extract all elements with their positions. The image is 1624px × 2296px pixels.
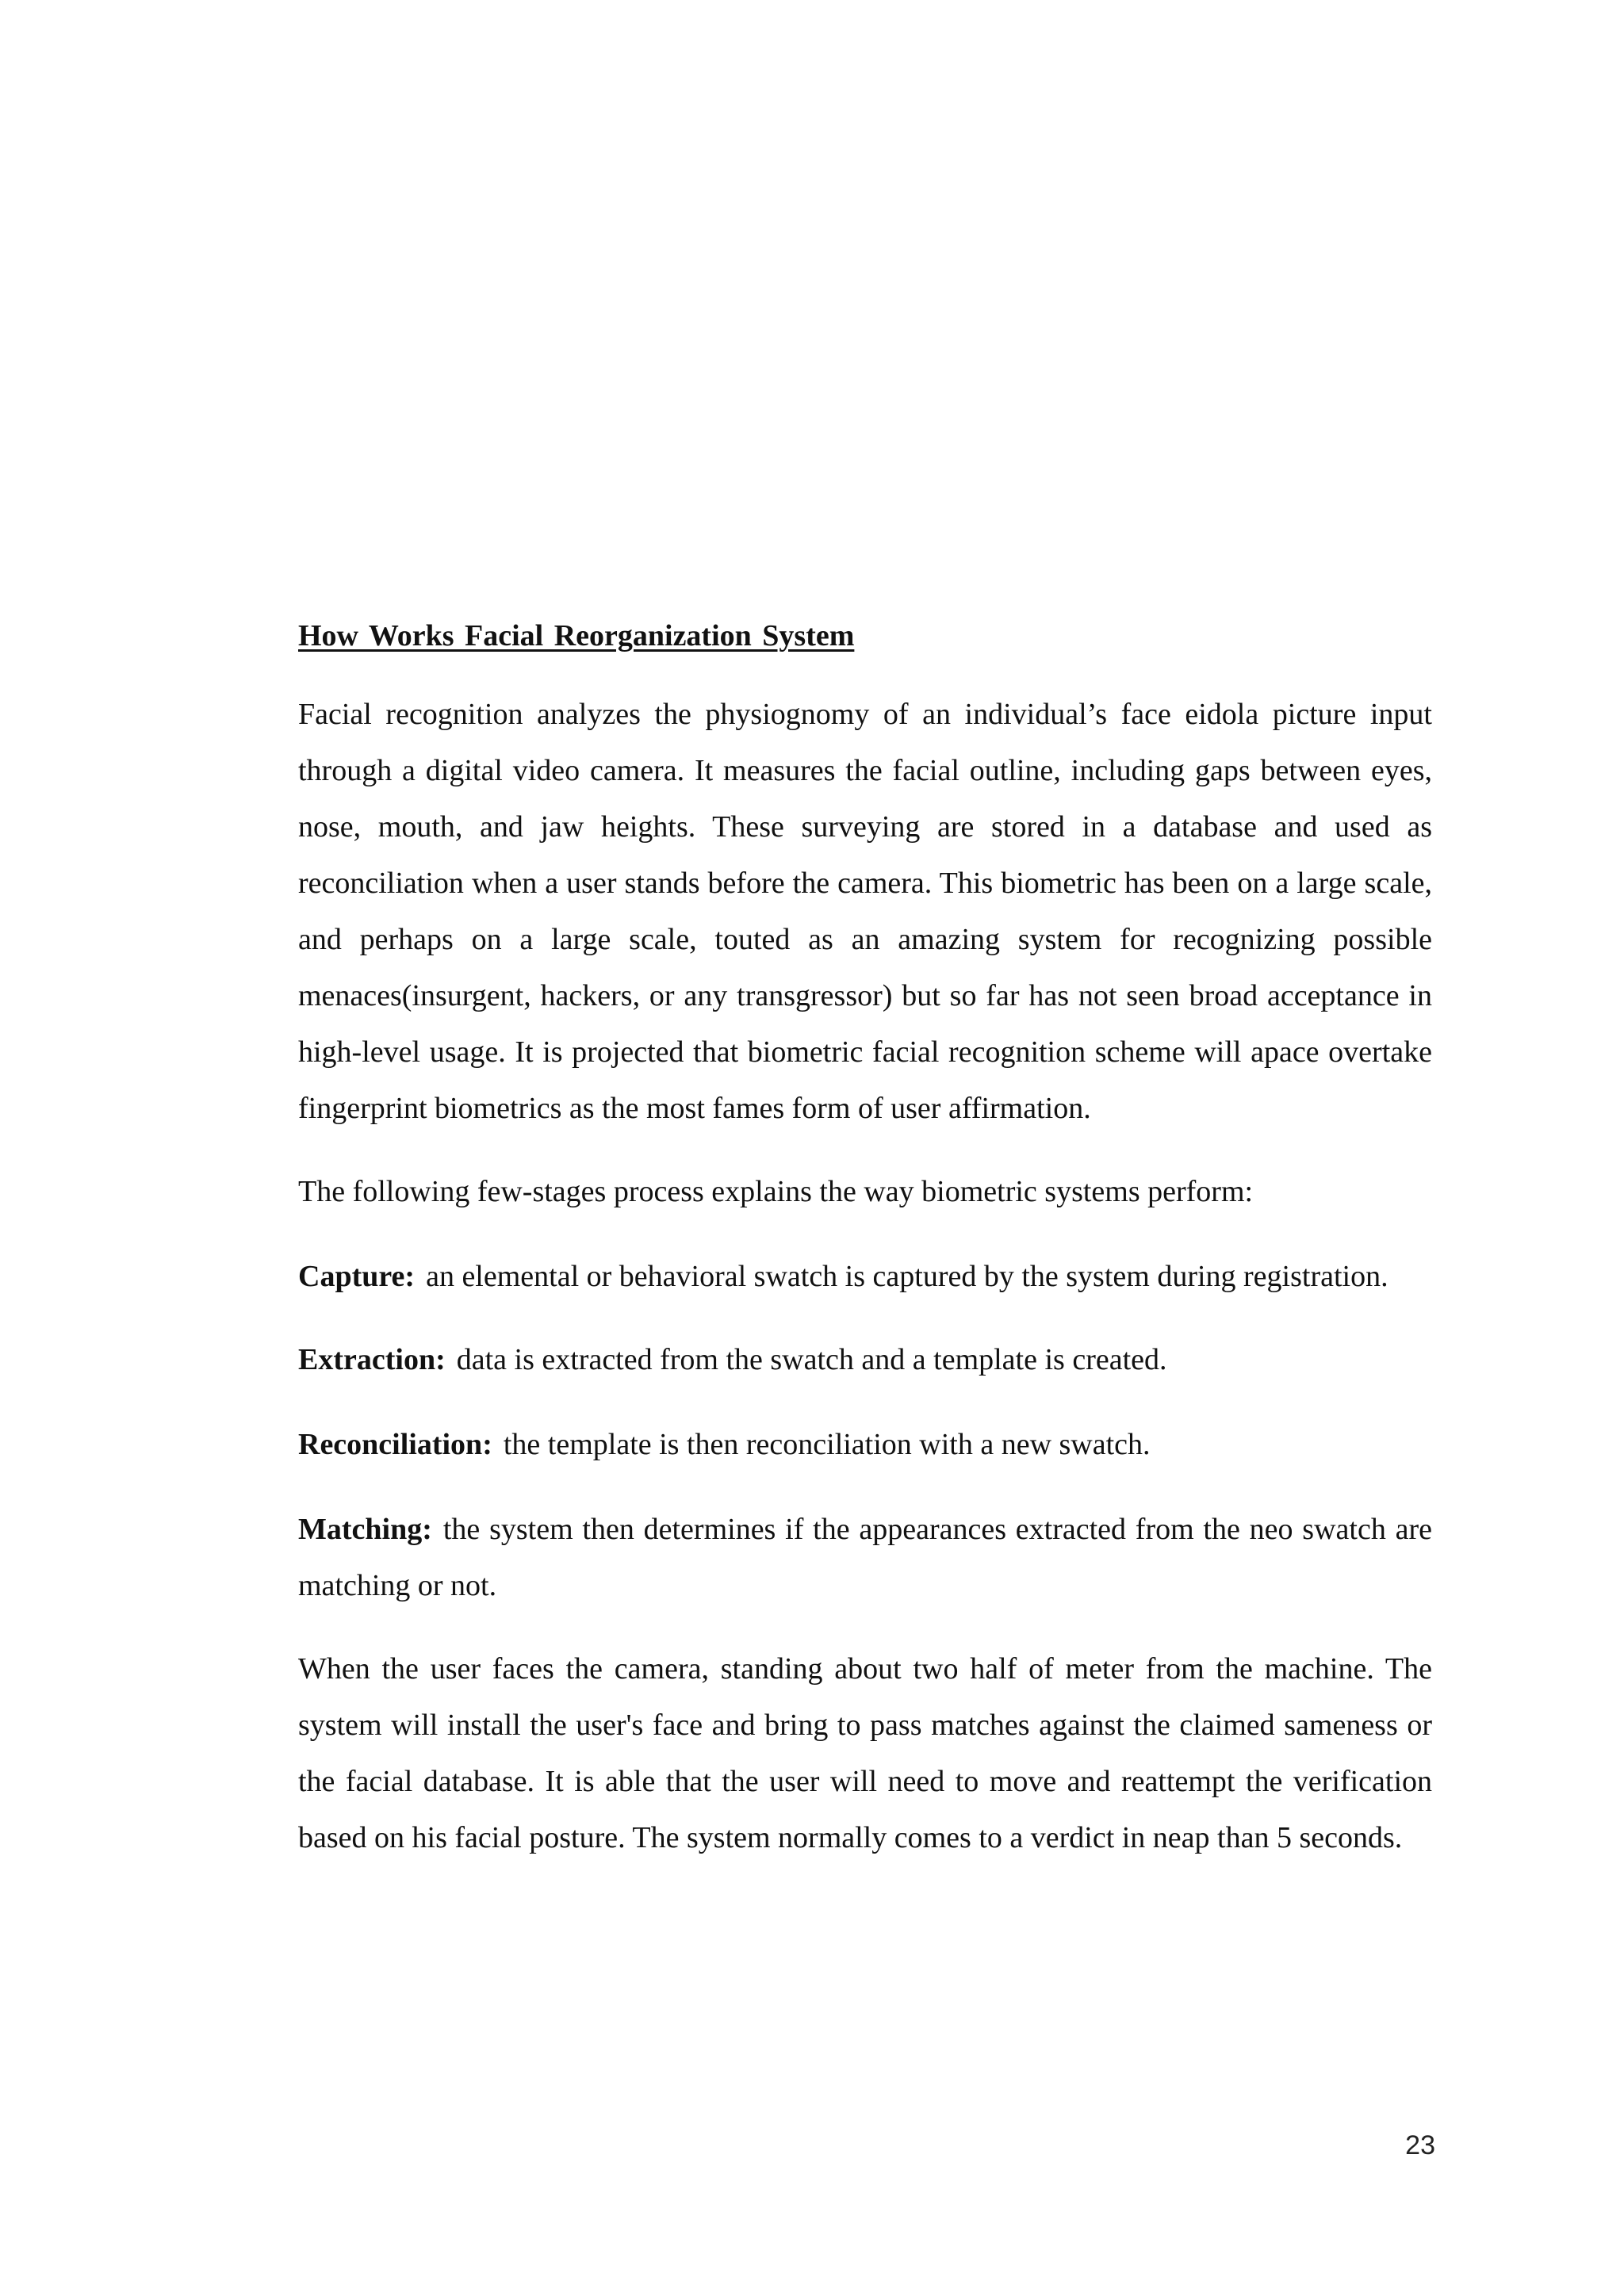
stage-term: Capture: (298, 1260, 416, 1293)
stage-text: an elemental or behavioral swatch is captured by the system during registration. (426, 1260, 1388, 1293)
stage-capture (298, 1249, 1432, 1305)
stage-matching (298, 1502, 1432, 1614)
stage-term: Reconciliation: (298, 1428, 492, 1461)
stage-text: the template is then reconciliation with a new swatch. (503, 1428, 1151, 1461)
stage-term: Matching: (298, 1513, 432, 1546)
stage-text: data is extracted from the swatch and a template is created. (456, 1343, 1167, 1376)
page-number: 23 (1405, 2130, 1435, 2160)
stage-reconciliation (298, 1417, 1432, 1473)
intro-paragraph: Facial recognition analyzes the physiognomy of an individual’s face eidola picture input through a digital video camera. It measures the facial outline, including gaps between eyes, nose, mouth, and jaw heights. These surveying are stored in a database and used as reconciliation when a user stands before the camera. This biometric has been on a large scale, and perhaps on a large scale, touted as an amazing system for recognizing possible menaces(insurgent, hackers, or any transgressor) but so far has not seen broad acceptance in high-level usage. It is projected that biometric facial recognition scheme will apace overtake fingerprint biometrics as the most fames form of user affirmation. (298, 698, 1432, 1125)
section-heading: How Works Facial Reorganization System (298, 619, 855, 652)
process-intro-paragraph: The following few-stages process explains the way biometric systems perform: (298, 1175, 1254, 1208)
stage-text: the system then determines if the appearances extracted from the neo swatch are matching or not. (298, 1513, 1432, 1602)
stage-extraction (298, 1332, 1432, 1388)
stage-term: Extraction: (298, 1343, 446, 1376)
closing-paragraph: When the user faces the camera, standing about two half of meter from the machine. The system will install the user's face and bring to pass matches against the claimed sameness or the facial database. It is able that the user will need to move and reattempt the verification based on his facial posture. The system normally comes to a verdict in neap than 5 seconds. (298, 1652, 1432, 1854)
page-content (298, 617, 1432, 1893)
